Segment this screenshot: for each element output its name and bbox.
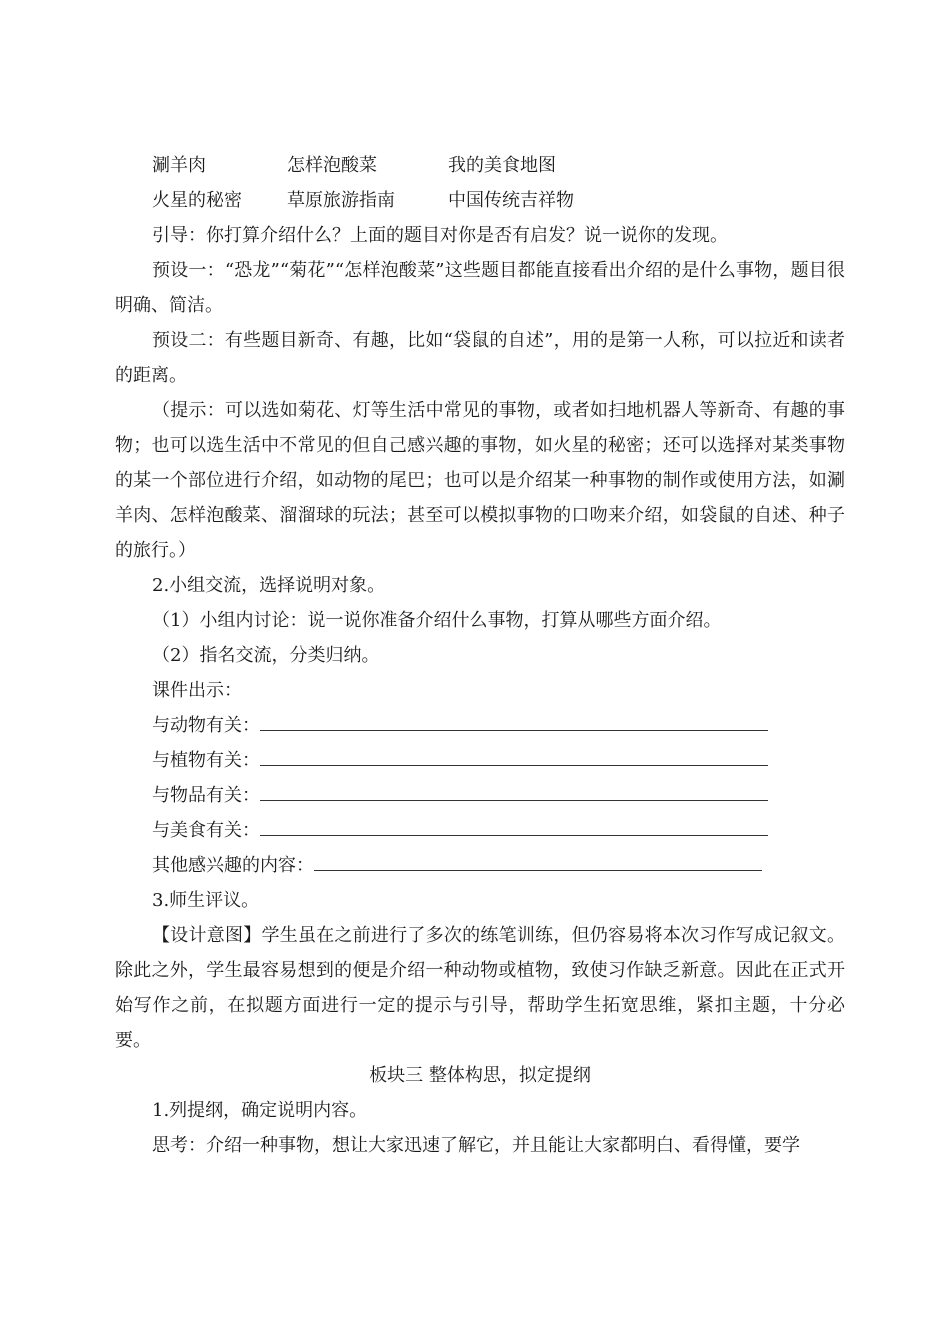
topic-item: 火星的秘密 (152, 190, 242, 211)
topic-item: 草原旅游指南 (287, 190, 395, 211)
guide-paragraph: 引导：你打算介绍什么？上面的题目对你是否有启发？说一说你的发现。 (152, 225, 728, 246)
preset-one-paragraph: 预设一：“恐龙”“菊花”“怎样泡酸菜”这些题目都能直接看出介绍的是什么事物，题目很明确、简洁。 (115, 260, 845, 316)
answer-blank[interactable] (260, 780, 768, 801)
step-two-sub-two: （2）指名交流，分类归纳。 (152, 645, 380, 666)
fill-in-line-animals (115, 708, 845, 743)
step-two-heading: 2.小组交流，选择说明对象。 (152, 575, 386, 596)
fill-in-label: 与物品有关： (152, 785, 260, 806)
answer-blank[interactable] (260, 815, 768, 836)
fill-in-label: 与动物有关： (152, 715, 260, 736)
hint-paragraph: （提示：可以选如菊花、灯等生活中常见的事物，或者如扫地机器人等新奇、有趣的事物；也可以选生活中不常见的但自己感兴趣的事物，如火星的秘密；还可以选择对某类事物的某一个部位进行介绍，如动物的尾巴；也可以是介绍某一种事物的制作或使用方法，如涮羊肉、怎样泡酸菜、溜溜球的玩法；甚至可以模拟事物的口吻来介绍，如袋鼠的自述、种子的旅行。） (115, 400, 845, 561)
answer-blank[interactable] (314, 850, 762, 871)
preset-two-paragraph: 预设二：有些题目新奇、有趣，比如“袋鼠的自述”，用的是第一人称，可以拉近和读者的距离。 (115, 330, 845, 386)
topic-item: 怎样泡酸菜 (287, 155, 377, 176)
fill-in-label: 其他感兴趣的内容： (152, 855, 314, 876)
fill-in-line-plants (115, 743, 845, 778)
fill-in-line-other (115, 848, 845, 883)
fill-in-line-objects (115, 778, 845, 813)
topic-row (115, 183, 845, 218)
section-heading: 板块三 整体构思，拟定提纲 (369, 1065, 591, 1086)
topic-row (115, 148, 845, 183)
fill-in-label: 与美食有关： (152, 820, 260, 841)
design-intent-paragraph: 【设计意图】学生虽在之前进行了多次的练笔训练，但仍容易将本次习作写成记叙文。除此之外，学生最容易想到的便是介绍一种动物或植物，致使习作缺乏新意。因此在正式开始写作之前，在拟题方面进行一定的提示与引导，帮助学生拓宽思维，紧扣主题，十分必要。 (115, 925, 845, 1051)
fill-in-line-food (115, 813, 845, 848)
courseware-label: 课件出示： (152, 680, 242, 701)
topic-item: 我的美食地图 (448, 155, 556, 176)
document-body (115, 148, 845, 1163)
answer-blank[interactable] (260, 710, 768, 731)
section-think-paragraph: 思考：介绍一种事物，想让大家迅速了解它，并且能让大家都明白、看得懂，要学 (152, 1135, 800, 1156)
answer-blank[interactable] (260, 745, 768, 766)
step-three-heading: 3.师生评议。 (152, 890, 260, 911)
topic-item: 涮羊肉 (152, 155, 206, 176)
step-two-sub-one: （1）小组内讨论：说一说你准备介绍什么事物，打算从哪些方面介绍。 (152, 610, 722, 631)
topic-item: 中国传统吉祥物 (448, 190, 574, 211)
fill-in-label: 与植物有关： (152, 750, 260, 771)
section-step-one: 1.列提纲，确定说明内容。 (152, 1100, 368, 1121)
